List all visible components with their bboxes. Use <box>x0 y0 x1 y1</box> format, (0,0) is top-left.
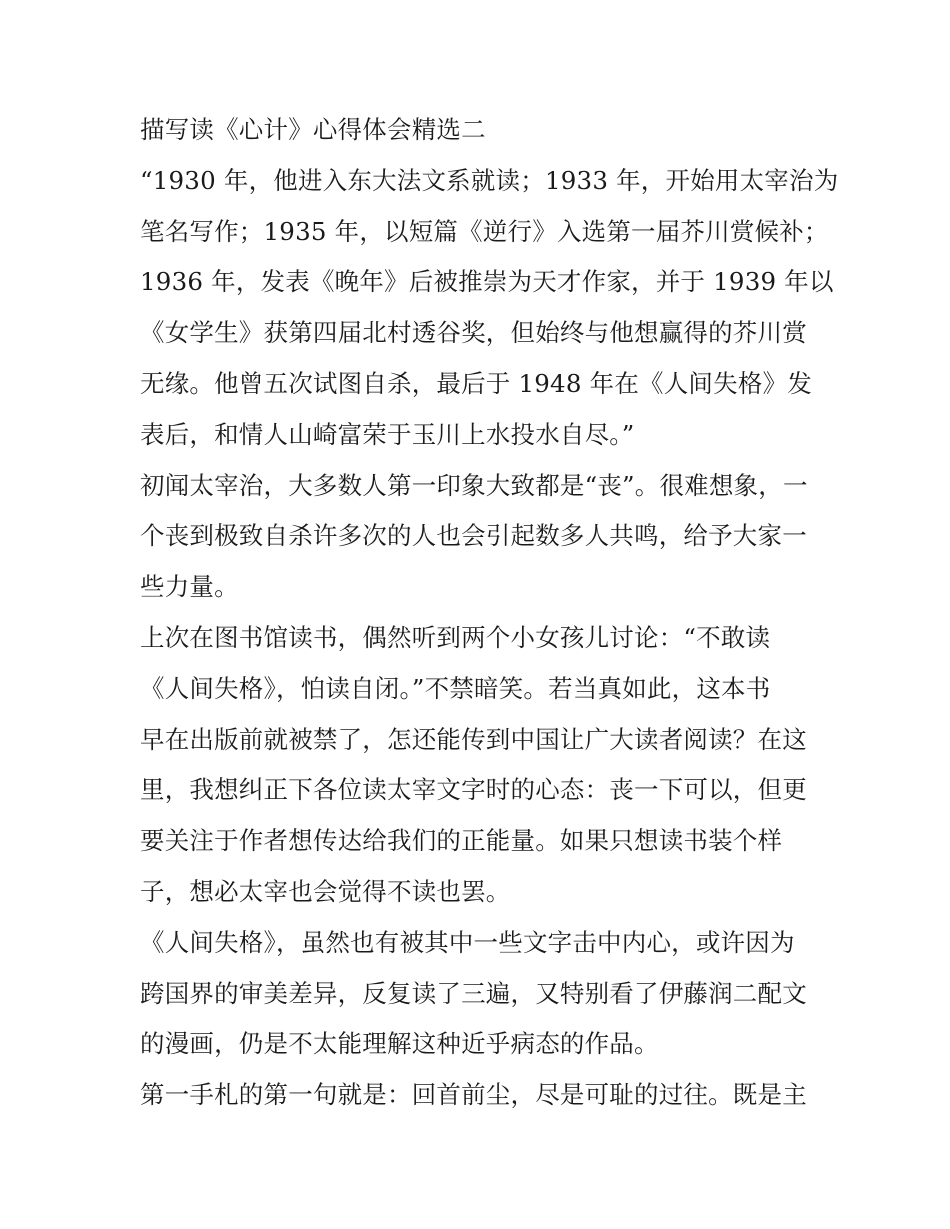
text-line: 无缘。他曾五次试图自杀，最后于 1948 年在《人间失格》发 <box>140 368 812 398</box>
text-line: 早在出版前就被禁了，怎还能传到中国让广大读者阅读？在这 <box>140 724 807 754</box>
text-line: 上次在图书馆读书，偶然听到两个小女孩儿讨论：“不敢读 <box>140 622 771 652</box>
text-line: 《女学生》获第四届北村透谷奖，但始终与他想赢得的芥川赏 <box>140 318 807 348</box>
text-line: 的漫画，仍是不太能理解这种近乎病态的作品。 <box>140 1029 659 1059</box>
text-line: 跨国界的审美差异，反复读了三遍，又特别看了伊藤润二配文 <box>140 978 807 1008</box>
text-line: 初闻太宰治，大多数人第一印象大致都是“丧”。很难想象，一 <box>140 470 808 500</box>
text-line: 里，我想纠正下各位读太宰文字时的心态：丧一下可以，但更 <box>140 775 807 805</box>
text-line: 《人间失格》，虽然也有被其中一些文字击中内心，或许因为 <box>140 927 795 957</box>
text-line: 《人间失格》，怕读自闭。”不禁暗笑。若当真如此，这本书 <box>140 673 771 703</box>
text-line: 要关注于作者想传达给我们的正能量。如果只想读书装个样 <box>140 826 783 856</box>
text-line: “1930 年，他进入东大法文系就读；1933 年，开始用太宰治为 <box>140 165 839 195</box>
text-line: 子，想必太宰也会觉得不读也罢。 <box>140 876 511 906</box>
text-line: 个丧到极致自杀许多次的人也会引起数多人共鸣，给予大家一 <box>140 521 807 551</box>
text-line: 1936 年，发表《晚年》后被推崇为天才作家，并于 1939 年以 <box>140 267 834 297</box>
document-body <box>140 105 839 1121</box>
text-line: 笔名写作；1935 年，以短篇《逆行》入选第一届芥川赏候补； <box>140 216 829 246</box>
document-title: 描写读《心计》心得体会精选二 <box>140 115 486 144</box>
text-line: 第一手札的第一句就是：回首前尘，尽是可耻的过往。既是主 <box>140 1080 807 1110</box>
text-line: 些力量。 <box>140 572 239 602</box>
text-line: 表后，和情人山崎富荣于玉川上水投水自尽。” <box>140 419 635 449</box>
